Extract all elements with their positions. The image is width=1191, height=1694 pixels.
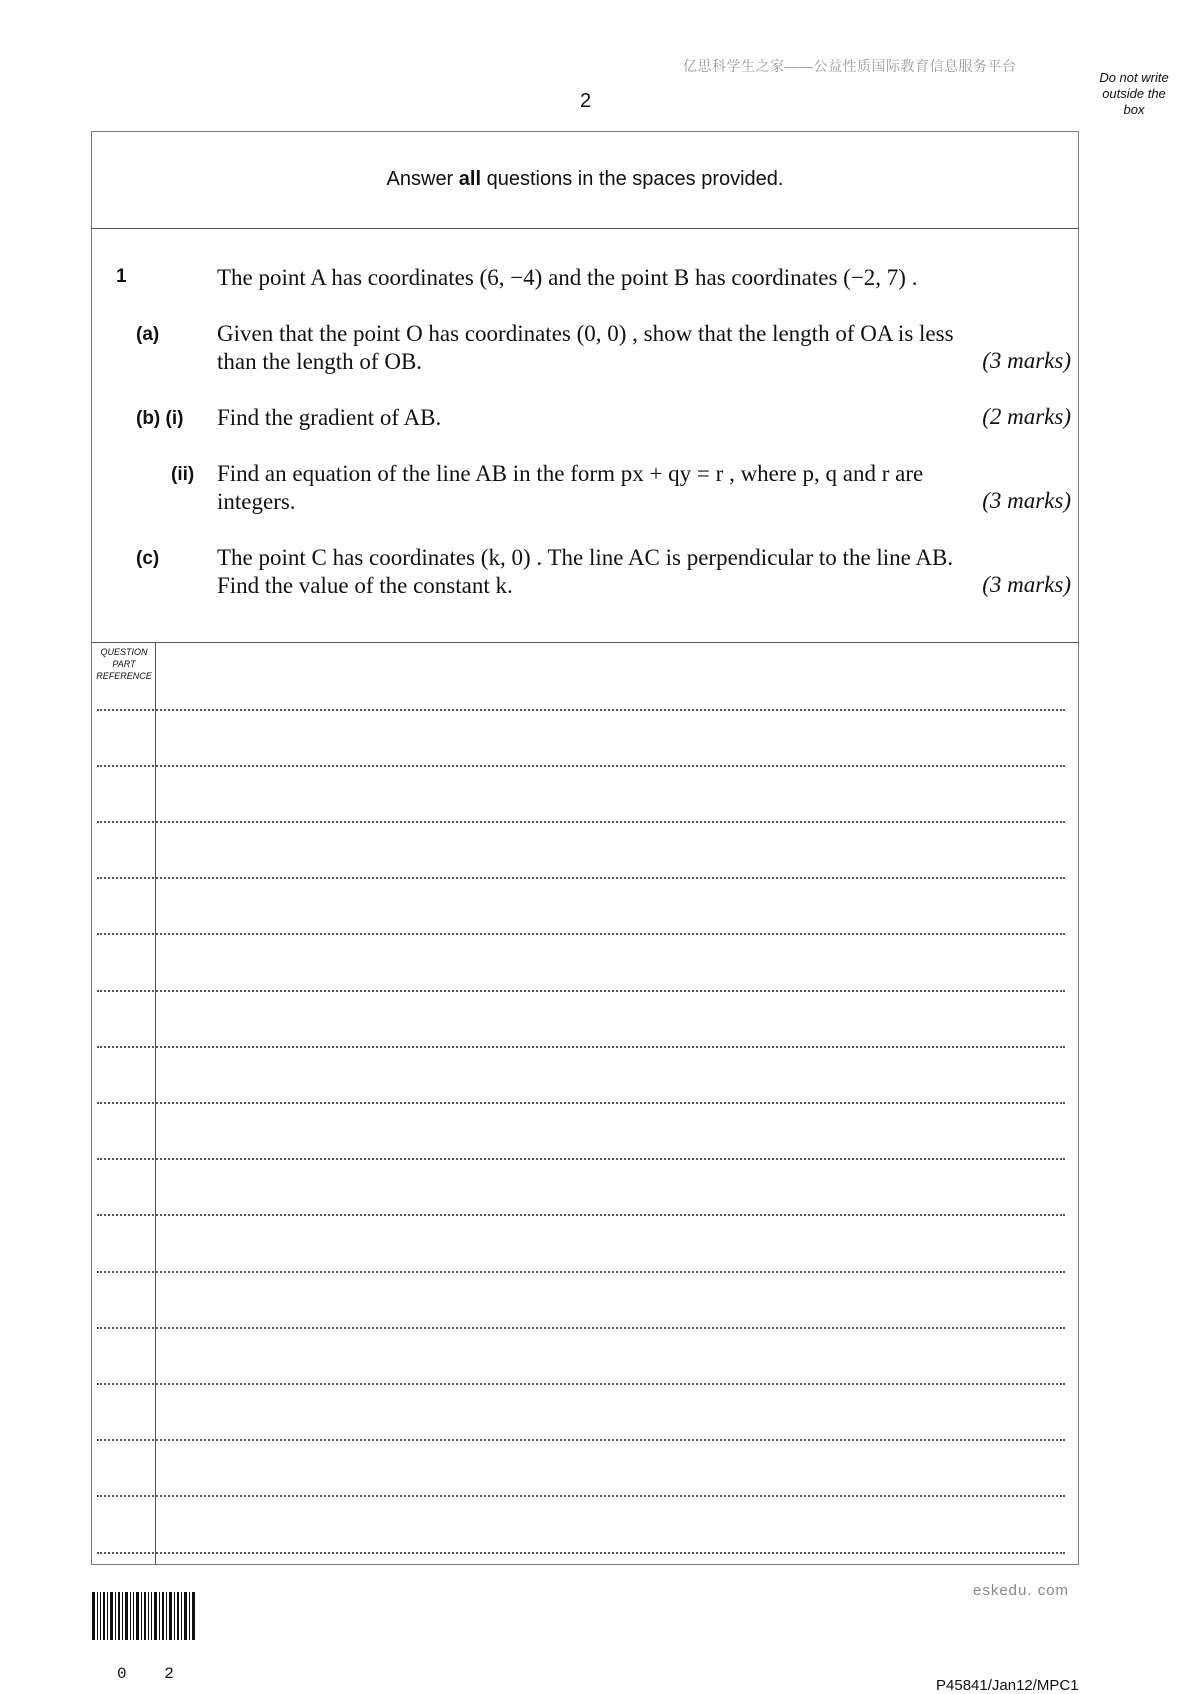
- part-c-label: (c): [136, 548, 160, 569]
- part-a-label: (a): [136, 324, 160, 345]
- answer-line[interactable]: [97, 765, 1065, 767]
- paper-code: P45841/Jan12/MPC1: [936, 1677, 1079, 1694]
- answer-line[interactable]: [97, 1552, 1065, 1554]
- page-number: 2: [580, 90, 592, 112]
- barcode-icon: [92, 1592, 196, 1642]
- part-c-marks: (3 marks): [982, 572, 1071, 597]
- part-b-ii-line1: Find an equation of the line AB in the form px + qy = r , where p, q and r are: [217, 461, 924, 486]
- part-b-ii-line2: integers.: [217, 489, 296, 514]
- answer-line[interactable]: [97, 709, 1065, 711]
- part-b-ii-marks: (3 marks): [982, 488, 1071, 513]
- part-b-ii-label: (ii): [171, 464, 195, 485]
- question-part-reference-label: QUESTION PART REFERENCE: [96, 647, 152, 681]
- answer-area-top-rule: [91, 642, 1079, 643]
- answer-line[interactable]: [97, 1046, 1065, 1048]
- part-a-marks: (3 marks): [982, 348, 1071, 373]
- margin-note: Do not write outside the box: [1099, 70, 1169, 117]
- part-b-i-label: (b) (i): [136, 408, 184, 429]
- instruction-post: questions in the spaces provided.: [486, 168, 784, 190]
- question-number: 1: [116, 266, 127, 287]
- instruction-bold: all: [458, 168, 482, 190]
- part-a-line1: Given that the point O has coordinates (0, 0) , show that the length of OA is less: [217, 321, 954, 346]
- answer-line[interactable]: [97, 1214, 1065, 1216]
- answer-line[interactable]: [97, 1495, 1065, 1497]
- part-b-i-text: Find the gradient of AB.: [217, 405, 442, 430]
- watermark-text: 亿思科学生之家——公益性质国际教育信息服务平台: [683, 58, 1017, 74]
- barcode-label: 0 2: [117, 1665, 188, 1683]
- answer-line[interactable]: [97, 990, 1065, 992]
- answer-line[interactable]: [97, 1327, 1065, 1329]
- part-a-line2: than the length of OB.: [217, 349, 423, 374]
- part-c-line2: Find the value of the constant k.: [217, 573, 513, 598]
- part-c-line1: The point C has coordinates (k, 0) . The line AC is perpendicular to the line AB.: [217, 545, 954, 570]
- answer-line[interactable]: [97, 1439, 1065, 1441]
- part-b-i-marks: (2 marks): [982, 404, 1071, 429]
- answer-line[interactable]: [97, 877, 1065, 879]
- answer-line[interactable]: [97, 933, 1065, 935]
- answer-line[interactable]: [97, 821, 1065, 823]
- site-watermark: eskedu. com: [973, 1582, 1070, 1599]
- instructions-box: [91, 131, 1079, 229]
- answer-line[interactable]: [97, 1271, 1065, 1273]
- instruction-pre: Answer: [386, 168, 454, 190]
- question-stem: The point A has coordinates (6, −4) and the point B has coordinates (−2, 7) .: [217, 265, 918, 290]
- answer-line[interactable]: [97, 1102, 1065, 1104]
- answer-line[interactable]: [97, 1383, 1065, 1385]
- answer-line[interactable]: [97, 1158, 1065, 1160]
